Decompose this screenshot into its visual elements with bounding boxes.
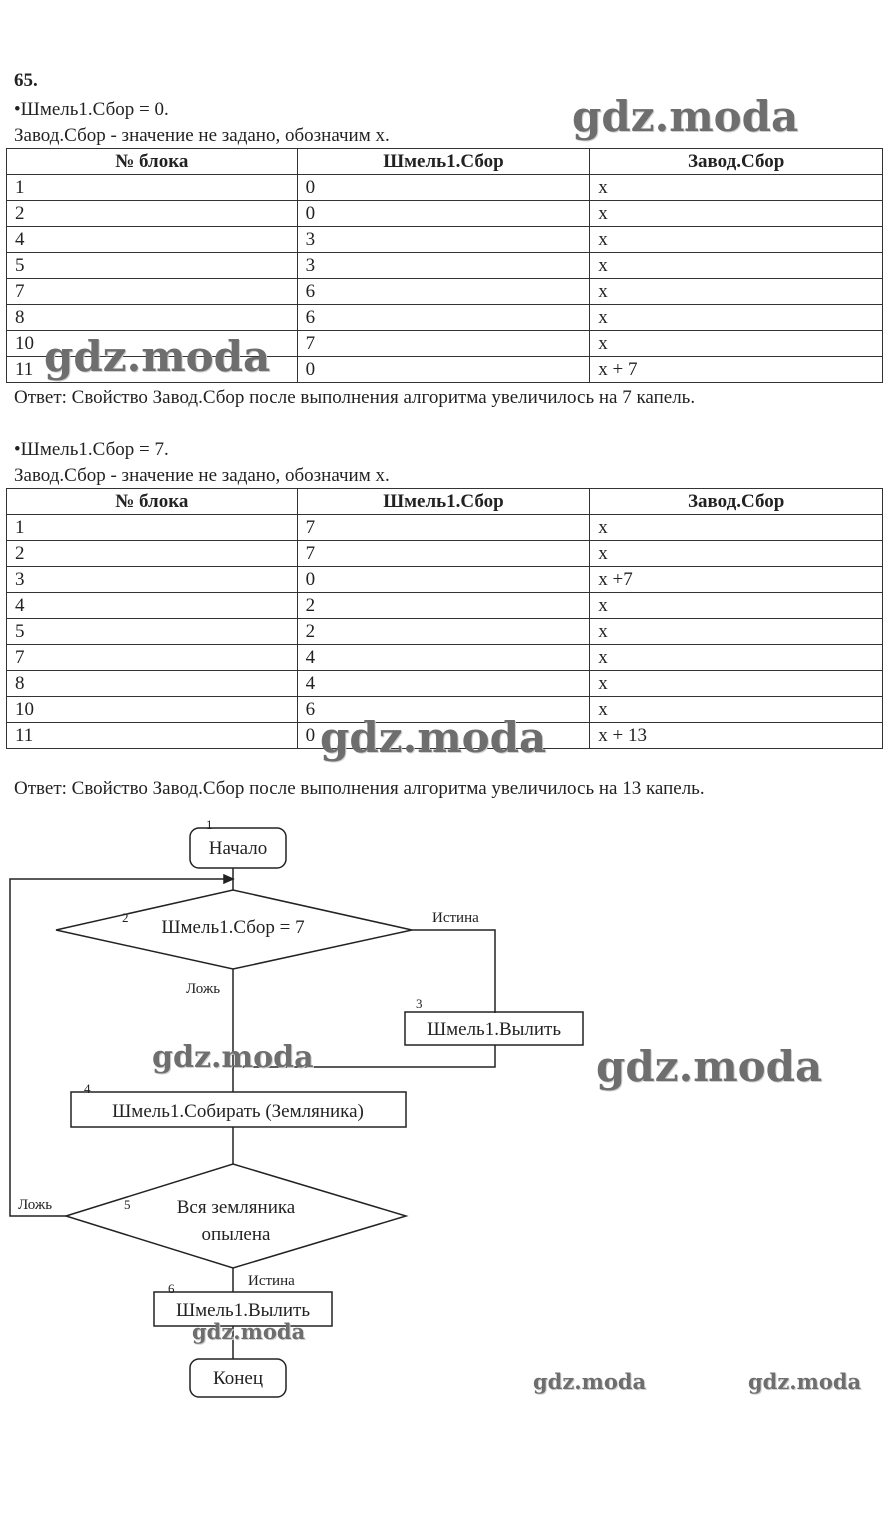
cell: 3	[297, 253, 590, 279]
watermark: gdz.moda	[748, 1369, 862, 1394]
section1-note: Завод.Сбор - значение не задано, обозначим х.	[14, 125, 390, 146]
cell: x	[590, 593, 883, 619]
cell: 2	[297, 619, 590, 645]
watermark: gdz.moda	[192, 1319, 306, 1344]
cond1-num: 2	[122, 910, 129, 925]
cell: 8	[7, 305, 298, 331]
true-branch-line	[412, 930, 495, 1013]
cell: 5	[7, 619, 298, 645]
cond1-label: Шмель1.Сбор = 7	[161, 917, 305, 938]
section2-note: Завод.Сбор - значение не задано, обозначим х.	[14, 465, 390, 486]
cell: x	[590, 671, 883, 697]
cell: x + 7	[590, 357, 883, 383]
arrow-head	[224, 875, 233, 883]
section1-condition-text: Шмель1.Сбор = 0.	[20, 99, 169, 120]
bullet-icon: •	[14, 439, 21, 460]
watermark: gdz.moda	[320, 713, 547, 762]
watermark: gdz.moda	[152, 1040, 314, 1075]
cell: 2	[297, 593, 590, 619]
cell: 6	[297, 279, 590, 305]
section2-answer: Ответ: Свойство Завод.Сбор после выполнения алгоритма увеличилось на 13 капель.	[14, 778, 705, 799]
cell: 2	[7, 541, 298, 567]
cell: x	[590, 253, 883, 279]
cell: 7	[7, 645, 298, 671]
cell: 0	[297, 723, 590, 749]
cond1-true-label: Истина	[432, 910, 479, 926]
cell: 0	[297, 357, 590, 383]
cell: 0	[297, 175, 590, 201]
cell: 4	[297, 645, 590, 671]
col-header-block: № блока	[7, 149, 298, 175]
task-number: 65.	[14, 70, 38, 91]
cell: x	[590, 227, 883, 253]
cond1-false-label: Ложь	[186, 981, 221, 997]
section1-answer: Ответ: Свойство Завод.Сбор после выполнения алгоритма увеличилось на 7 капель.	[14, 387, 696, 408]
cell: x	[590, 279, 883, 305]
cell: 6	[297, 697, 590, 723]
cond2-line2: опылена	[201, 1224, 271, 1245]
collect-num: 4	[84, 1081, 91, 1096]
col-header-bee: Шмель1.Сбор	[297, 149, 590, 175]
cell: 3	[297, 227, 590, 253]
cell: 7	[297, 331, 590, 357]
cell: 1	[7, 175, 298, 201]
watermark: gdz.moda	[596, 1042, 823, 1091]
cell: 4	[7, 593, 298, 619]
cell: x	[590, 175, 883, 201]
cell: 4	[297, 671, 590, 697]
cell: 6	[297, 305, 590, 331]
col-header-block: № блока	[7, 489, 298, 515]
cell: x	[590, 619, 883, 645]
watermark: gdz.moda	[533, 1369, 647, 1394]
cell: 1	[7, 515, 298, 541]
cell: 7	[297, 541, 590, 567]
cell: x	[590, 331, 883, 357]
cond2-false-label: Ложь	[18, 1197, 53, 1213]
col-header-factory: Завод.Сбор	[590, 149, 883, 175]
cell: 2	[7, 201, 298, 227]
bullet-icon: •	[14, 99, 21, 120]
start-label: Начало	[208, 838, 268, 859]
collect-label: Шмель1.Собирать (Земляника)	[112, 1101, 364, 1122]
cond2-true-label: Истина	[248, 1273, 295, 1289]
cell: 3	[7, 567, 298, 593]
cell: x	[590, 515, 883, 541]
cell: 11	[7, 723, 298, 749]
cond2-num: 5	[124, 1197, 131, 1212]
cell: x	[590, 201, 883, 227]
cell: x	[590, 305, 883, 331]
cell: x + 13	[590, 723, 883, 749]
cell: 5	[7, 253, 298, 279]
cell: 11	[7, 357, 298, 383]
cell: 0	[297, 201, 590, 227]
cell: 10	[7, 697, 298, 723]
start-num: 1	[206, 817, 213, 832]
cell: 7	[297, 515, 590, 541]
col-header-factory: Завод.Сбор	[590, 489, 883, 515]
cell: x +7	[590, 567, 883, 593]
cell: 4	[7, 227, 298, 253]
pour2-label: Шмель1.Вылить	[175, 1300, 311, 1321]
pour1-num: 3	[416, 996, 423, 1011]
section2-condition-text: Шмель1.Сбор = 7.	[20, 439, 169, 460]
pour1-label: Шмель1.Вылить	[426, 1019, 562, 1040]
cell: 7	[7, 279, 298, 305]
cell: x	[590, 697, 883, 723]
cell: 8	[7, 671, 298, 697]
pour2-num: 6	[168, 1281, 175, 1296]
col-header-bee: Шмель1.Сбор	[297, 489, 590, 515]
cell: x	[590, 541, 883, 567]
cond2-line1: Вся земляника	[176, 1197, 296, 1218]
watermark: gdz.moda	[572, 92, 799, 141]
watermark: gdz.moda	[44, 332, 271, 381]
cell: 0	[297, 567, 590, 593]
cell: 10	[7, 331, 298, 357]
end-label: Конец	[213, 1368, 263, 1389]
cell: x	[590, 645, 883, 671]
